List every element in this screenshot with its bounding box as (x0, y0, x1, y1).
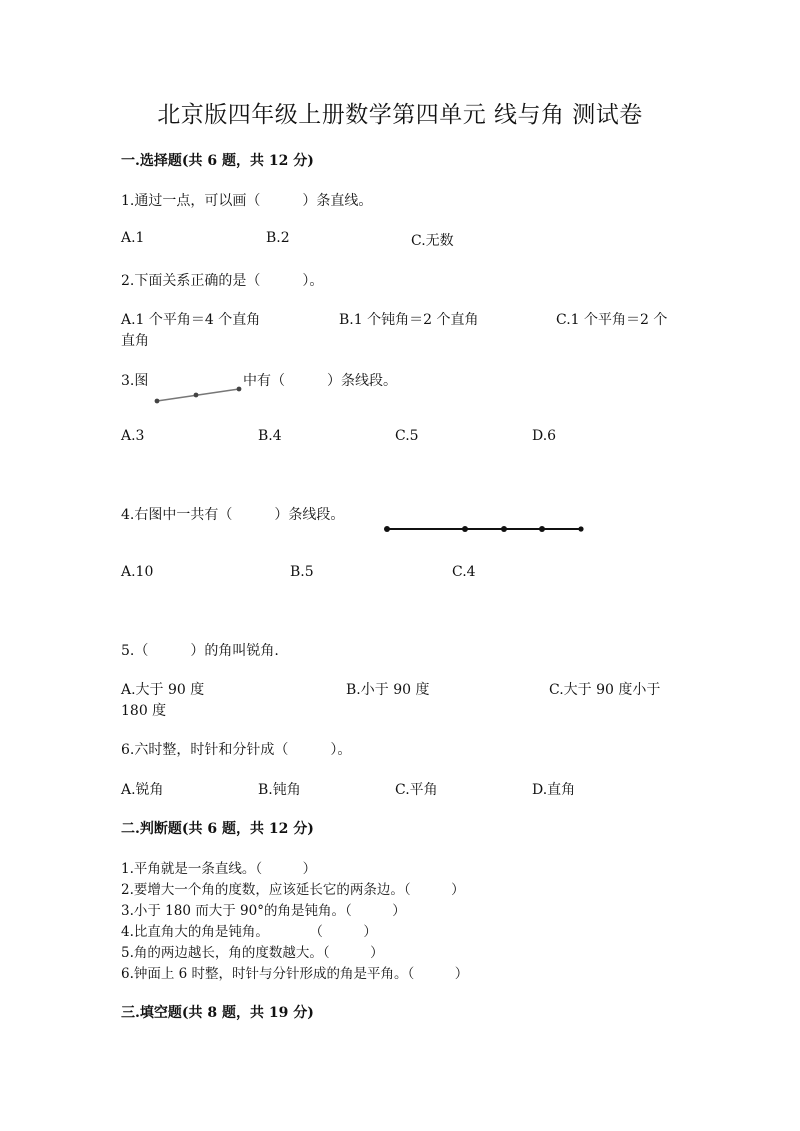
judgment-item-6: 6.钟面上 6 时整，时针与分针形成的角是平角。（ ） (121, 966, 469, 982)
q4-option-a: A.10 (121, 564, 154, 580)
q2-option-b: B.1 个钝角＝2 个直角 (339, 312, 479, 328)
section-2-heading: 二.判断题(共 6 题，共 12 分) (121, 821, 314, 837)
question-2-stem: 2.下面关系正确的是（ ）。 (121, 273, 324, 289)
point-icon (155, 399, 160, 404)
judgment-item-1: 1.平角就是一条直线。（ ） (121, 861, 317, 877)
q4-line-segment-figure (380, 520, 590, 538)
q3-option-a: A.3 (121, 428, 145, 444)
q6-option-a: A.锐角 (121, 782, 164, 798)
q4-option-c: C.4 (452, 564, 476, 580)
q3-line-segment-figure (150, 382, 246, 408)
point-icon (539, 526, 545, 532)
q5-option-a: A.大于 90 度 (121, 682, 205, 698)
question-3-stem-start: 3.图 (121, 373, 149, 389)
q3-option-c: C.5 (395, 428, 419, 444)
q6-option-b: B.钝角 (258, 782, 301, 798)
point-icon (462, 526, 468, 532)
point-icon (578, 526, 583, 531)
q2-option-c: C.1 个平角＝2 个 (556, 312, 668, 328)
judgment-item-3: 3.小于 180 而大于 90°的角是钝角。（ ） (121, 903, 406, 919)
judgment-item-5: 5.角的两边越长，角的度数越大。（ ） (121, 945, 384, 961)
section-1-heading: 一.选择题(共 6 题，共 12 分) (121, 153, 314, 169)
q1-option-c: C.无数 (411, 233, 454, 249)
judgment-item-2: 2.要增大一个角的度数，应该延长它的两条边。（ ） (121, 882, 465, 898)
q5-option-c: C.大于 90 度小于 (549, 682, 661, 698)
q6-option-c: C.平角 (395, 782, 438, 798)
q2-option-c-continued: 直角 (121, 333, 149, 349)
judgment-item-4: 4.比直角大的角是钝角。 （ ） (121, 924, 377, 940)
page-title: 北京版四年级上册数学第四单元 线与角 测试卷 (157, 102, 643, 128)
question-6-stem: 6.六时整，时针和分针成（ ）。 (121, 742, 352, 758)
question-4-stem: 4.右图中一共有（ ）条线段。 (121, 507, 345, 523)
q5-option-c-continued: 180 度 (121, 703, 167, 719)
q3-option-d: D.6 (532, 428, 557, 444)
point-icon (237, 387, 242, 392)
point-icon (194, 393, 199, 398)
question-1-stem: 1.通过一点，可以画（ ）条直线。 (121, 193, 373, 209)
point-icon (501, 526, 507, 532)
section-3-heading: 三.填空题(共 8 题，共 19 分) (121, 1005, 314, 1021)
q4-option-b: B.5 (290, 564, 314, 580)
question-3-stem-end: 中有（ ）条线段。 (243, 373, 397, 389)
q1-option-b: B.2 (266, 230, 290, 246)
q3-option-b: B.4 (258, 428, 282, 444)
question-5-stem: 5.（ ）的角叫锐角. (121, 643, 279, 659)
q1-option-a: A.1 (121, 230, 145, 246)
q2-option-a: A.1 个平角＝4 个直角 (121, 312, 261, 328)
point-icon (384, 526, 390, 532)
q5-option-b: B.小于 90 度 (346, 682, 430, 698)
q6-option-d: D.直角 (532, 782, 576, 798)
